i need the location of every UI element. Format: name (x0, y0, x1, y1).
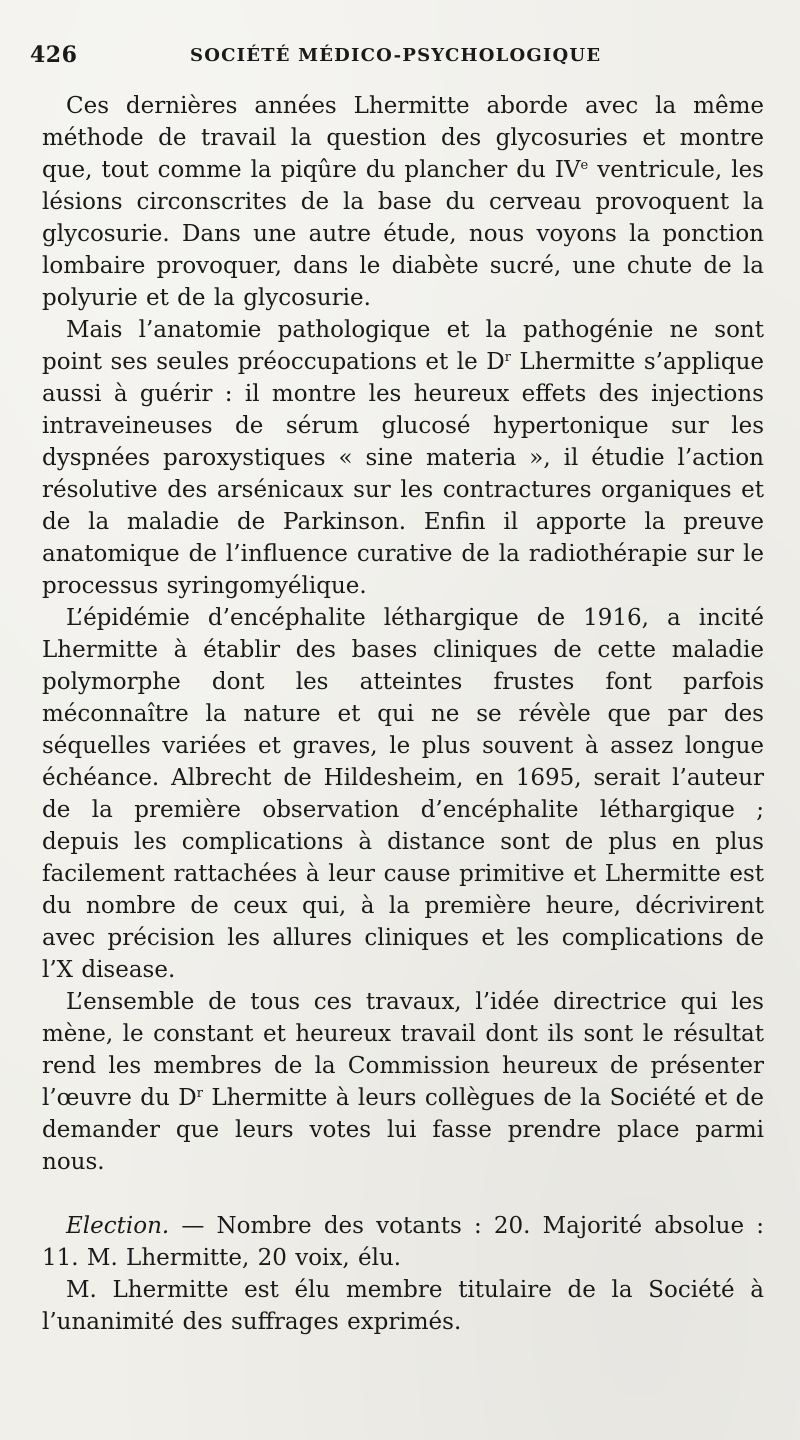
paragraph-election (42, 1210, 764, 1274)
superscript: r (504, 350, 511, 365)
paragraph-result (42, 1274, 764, 1338)
section-gap (42, 1178, 764, 1210)
page-number: 426 (30, 42, 78, 68)
body-text (42, 90, 764, 1338)
paragraph-text: ventricule, les lésions circonscrites de la base du cerveau provoquent la glycosurie. Dans une autre étude, nous voyons la ponction lombaire provoquer, dans le diabète sucré, une chute de la polyurie et de la glycosurie. (42, 157, 764, 311)
paragraph-text: L’épidémie d’encéphalite léthargique de 1916, a incité Lhermitte à établir des bases cliniques de cette maladie polymorphe dont les atteintes frustes font parfois méconnaître la nature et qui ne se révèle que par des séquelles variées et graves, le plus souvent à assez longue échéance. Albrecht de Hildesheim, en 1695, serait l’auteur de la première observation d’encéphalite léthargique ; depuis les complications à distance sont de plus en plus facilement rattachées à leur cause primitive et Lhermitte est du nombre de ceux qui, à la première heure, décrivirent avec précision les allures cliniques et les complications de l’X disease. (42, 605, 764, 983)
paragraph-text: Lhermitte à leurs collègues de la Société et de demander que leurs votes lui fasse prendre place parmi nous. (42, 1085, 765, 1175)
paragraph-therapeutics (42, 314, 764, 602)
paragraph-encephalitis (42, 602, 764, 986)
election-label: Election. (66, 1213, 170, 1239)
running-head: SOCIÉTÉ MÉDICO-PSYCHOLOGIQUE (190, 45, 602, 66)
paragraph-text: Mais l’anatomie pathologique et la pathogénie ne sont point ses seules préoccupations et le D (42, 317, 764, 375)
superscript: e (580, 158, 589, 173)
paragraph-text: Ces dernières années Lhermitte aborde avec la même méthode de travail la question des glycosuries et montre que, tout comme la piqûre du plancher du IV (42, 93, 764, 183)
paragraph-text: M. Lhermitte est élu membre titulaire de la Société à l’unanimité des suffrages exprimés. (42, 1277, 764, 1335)
paragraph-commission (42, 986, 764, 1178)
paragraph-glycosuries (42, 90, 764, 314)
election-text: — Nombre des votants : 20. Majorité absolue : 11. M. Lhermitte, 20 voix, élu. (42, 1213, 764, 1271)
paragraph-text: Lhermitte s’applique aussi à guérir : il montre les heureux effets des injections intraveineuses de sérum glucosé hypertonique sur les dyspnées paroxystiques « sine materia », il étudie l’action résolutive des arsénicaux sur les contractures organiques et de la maladie de Parkinson. Enfin il apporte la preuve anatomique de l’influence curative de la radiothérapie sur le processus syringomyélique. (42, 349, 765, 599)
paragraph-text: L’ensemble de tous ces travaux, l’idée directrice qui les mène, le constant et heureux travail dont ils sont le résultat rend les membres de la Commission heureux de présenter l’œuvre du D (42, 989, 764, 1111)
page-header (30, 42, 760, 72)
superscript: r (196, 1086, 203, 1101)
